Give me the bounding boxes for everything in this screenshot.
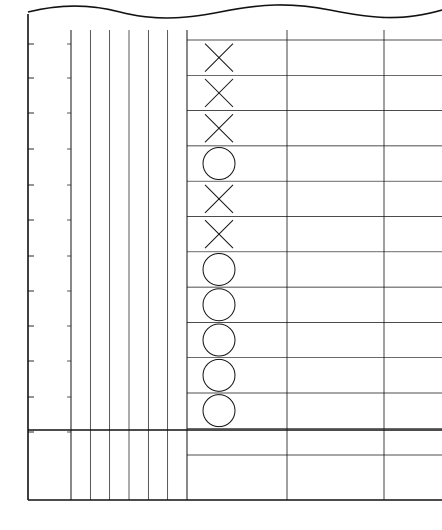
hand-item-8 <box>290 323 381 357</box>
basic-item-7 <box>387 288 442 322</box>
basic-item-6 <box>387 252 442 286</box>
move-item-1 <box>190 76 284 110</box>
hand-item-6 <box>290 252 381 286</box>
hand-item-9 <box>290 358 381 392</box>
basic-item-1 <box>387 76 442 110</box>
move-item-0 <box>190 41 284 75</box>
move-item-6 <box>190 252 284 286</box>
hand-item-2 <box>290 111 381 145</box>
move-item-2 <box>190 111 284 145</box>
basic-item-2 <box>387 111 442 145</box>
basic-item-3 <box>387 146 442 180</box>
move-item-4 <box>190 182 284 216</box>
move-item-8 <box>190 323 284 357</box>
basic-item-10 <box>387 394 442 428</box>
basic-item-0 <box>387 41 442 75</box>
hand-item-7 <box>290 288 381 322</box>
hand-item-3 <box>290 146 381 180</box>
hand-item-1 <box>290 76 381 110</box>
basic-item-4 <box>387 182 442 216</box>
move-item-5 <box>190 217 284 251</box>
basic-item-8 <box>387 323 442 357</box>
basic-item-5 <box>387 217 442 251</box>
move-item-10 <box>190 394 284 428</box>
basic-item-9 <box>387 358 442 392</box>
hand-item-4 <box>290 182 381 216</box>
move-item-9 <box>190 358 284 392</box>
hand-item-0 <box>290 41 381 75</box>
hand-item-5 <box>290 217 381 251</box>
move-item-7 <box>190 288 284 322</box>
move-item-3 <box>190 146 284 180</box>
hand-item-10 <box>290 394 381 428</box>
